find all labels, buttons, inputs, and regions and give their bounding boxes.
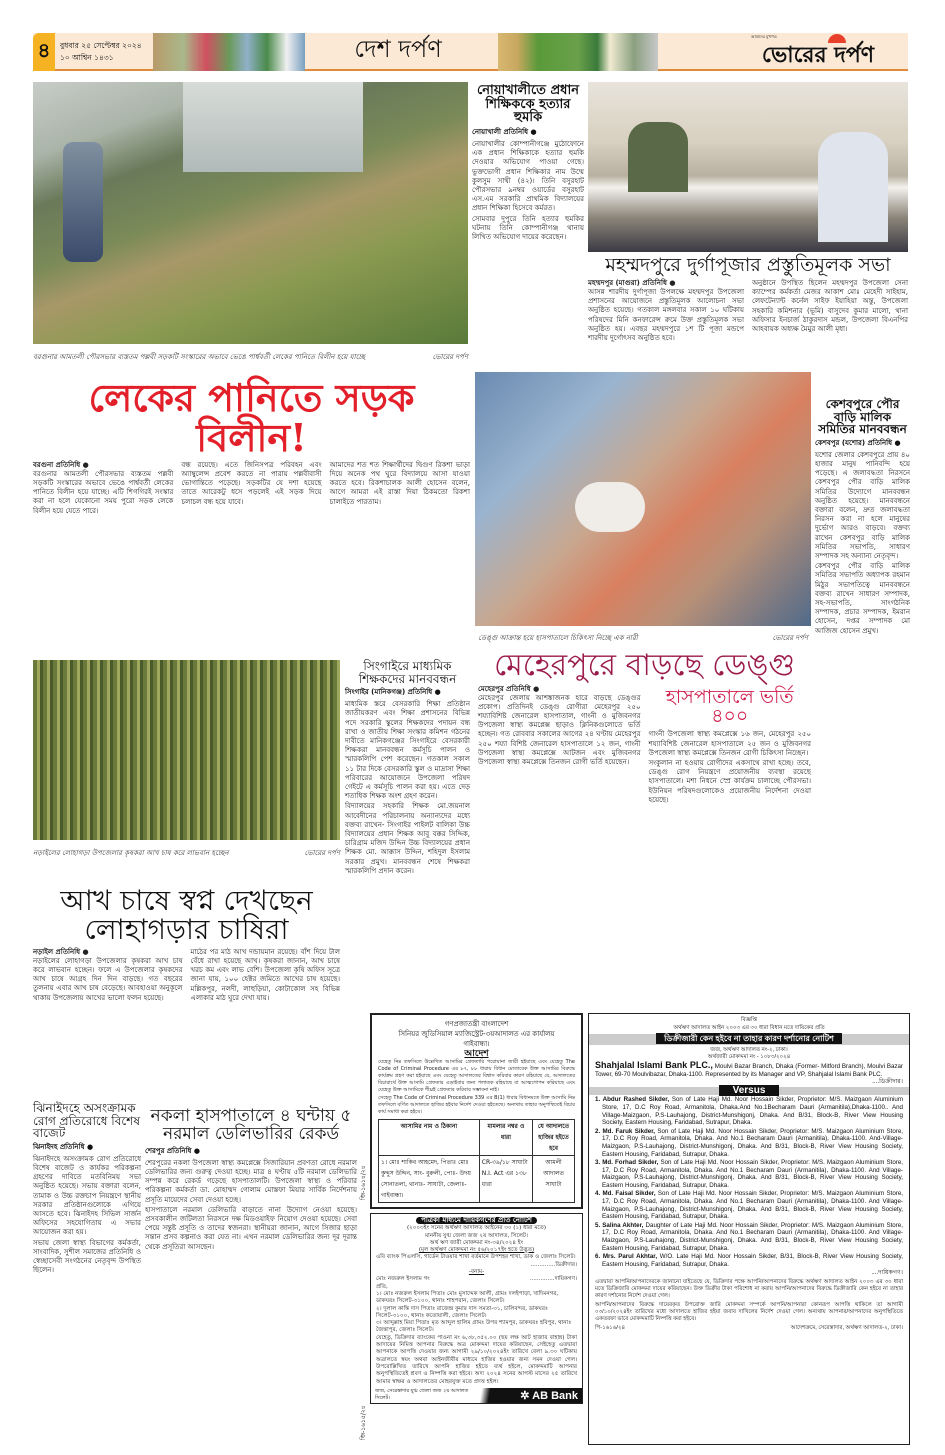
court-order-notice: গণপ্রজাতন্ত্রী বাংলাদেশ সিনিয়র জুডিসিয়াল ম্যাজিস্ট্রেট-৩য়আদালত এর কার্যালয় গাইবান্ধা। আদেশ যেহেতু নিম্ন তফসিলে উল্লেখিত আসামির গ্রেফতারি পরোয়ানা জারী হইয়াছে এবং যেহেতু The Code of Criminal Procedure এর ৮৭, ৮৮ ধারায় বিধান মোতাবেক উক্ত আসামির বিরুদ্ধে কার্যক্রম গ্রহণ করা হইয়াছে এবং যেহেতু আদালতের বিশ্বাস করিবার কারণ রহিয়াছে যে, আদালতের বিচারার্থে উক্ত আসামি গ্রেফতার এড়াইবার জন্য পলাতক রহিয়াছে বা আত্মগোপন করিয়াছে এবং যেহেতু উক্ত আসামিকে শীঘ্রই গ্রেফতার করিবার সম্ভাবনা নাই। সেহেতু The Code of Criminal Procedure 339 এর B(1) ধারার বিধানমতে উক্ত আসামি নিম্ন তফসিলে বর্ণিত আদালতে হাজির হইবার নির্দেশ দেওয়া হইতেছে। অন্যথায় তাহার অনুপস্থিতেই বিচার কার্য সমাধা করা হইবে। আসামির নাম ও ঠিকানা মামলার নম্বর ও ধারা যে আদালতে হাজির হইতে হবে ১। মোঃ শাকিব আহমেদ, পিতাঃ মোঃ কুদ্দুস উদ্দিন, সাং- বুরুলী, পোঃ- উদয় সোনাতলা, থানাঃ- সাঘাটা, জেলাঃ-গাইবান্ধা। CR-৩৯/১৮ সাঘাটা N.I. Act এর ১৩৮ ধারা আমলী আদালত সাঘাটা [370,1013,583,1209]
ad-code: জি-১৬১৫/২৪ [360,1405,367,1440]
lake-road-photo [33,82,468,344]
lake-article: লেকের পানিতে সড়ক বিলীন! বরগুনা প্রতিনিধি ● বরগুনার আমতলী পৌরসভার ব্যস্ততম পল্লবী সড়কটি সংস্কারের অভাবে ভেঙে পার্শ্ববর্তী লেকের পানিতে বিলীন হয়ে যাচ্ছে। এটি শিগগিরই সংস্কার করা না হলে যেকোনো সময় পুরো সড়ক লেকে বিলীন হয়ে যেতে পারে। বন্ধ রয়েছে। এতে জিনিসপত্র পরিবহন এবং অ্যাম্বুলেন্স প্রবেশ করতে না পারায় পল্লবীবাসী ভোগান্তিতে পড়েছে। সড়কটির যে দশা হয়েছে তাতে আরেকটু ধসে পড়লেই এই সড়ক দিয়ে চলাচল বন্ধ হয়ে যাবে। আমাদের শত শত শিক্ষার্থীদের দ্বিগুণ রিকশা ভাড়া দিয়ে অনেক পথ ঘুরে বিদ্যালয়ে আসা যাওয়া করতে হবে। রিকশাচালক আলী হোসেন বলেন, আগে আমরা এই রাস্তা দিয়া ঠিকমতো রিকশা চালাইতে পারতাম। [33,375,470,515]
sugarcane-headline: আখ চাষে স্বপ্ন দেখছেন লোহাগড়ার চাষিরা [60,884,313,947]
lake-water [183,82,363,172]
ab-bank-emblem-icon: ✲ [520,1389,533,1402]
notice-stack [370,1013,583,1404]
defendant-entry: 4. Md. Faisal Sikder, Son of Late Haji Md. Noor Hossain Sikder, Proprietor: M/S. Maizgaon Aluminium Store, 17, D.C Roy Road, Armanitola, Dhaka. And No.1 Becharam Dauri (Armanitila), Dhaka-1100. And Village-Maizgaon, P.S-Lauhajong, District-Munshigonj, Dhaka. And B/31, Block-B, River View Housing Society, Eastern Housing, Faridabad, Sutrapur, Dhaka. [595,1190,903,1221]
mohammadpur-article: মহম্মদপুরে দুর্গাপূজার প্রস্তুতিমূলক সভা মহম্মদপুর (মাগুরা) প্রতিনিধি ● আসন্ন শারদীয় দুর্গাপূজা উপলক্ষে মহম্মদপুর উপজেলা প্রশাসনের আয়োজনে প্রস্তুতিমূলক আলোচনা সভা অনুষ্ঠিত হয়েছে। গতকাল মঙ্গলবার সকাল ১০ ঘটিকায় পরিষদের মিনি কনফারেন্স রুমে উক্ত প্রস্তুতিমূলক সভা অনুষ্ঠিত হয়। এবছর মহম্মদপুরে ১শ টি পূজা মন্ডপে শারদীয় দুর্গোৎসব অনুষ্ঠিত হবে। অনুষ্ঠানে উপস্থিত ছিলেন মহম্মদপুর উপজেলা সেনা ক্যাম্পের কর্মকর্তা মেজর আকাশ মোঃ মেহেদী সাইহাম, লেফটেন্যান্ট কর্নেল সাইফ ইয়াহিয়া অন্তু, উপজেলা সহকারি কমিশনার (ভূমি) বাসুদেব কুমার মালো, থানা অফিসার ইনচার্জ ঠাকুরদাস মন্ডল, উপজেলা বিএনপির আহবায়ক অধ্যক্ষ মৈমুর আলী মৃধা। [588,254,908,342]
defendant-entry: 1. Abdur Rashed Sikder, Son of Late Haji Md. Noor Hossain Sikder, Proprietor: M/S. Maizgaon Aluminium Store, 17, D.C Roy Road, Armanitola, Dhaka.And No.1Becharam Dauri (Armanitila),Dhaka-1100.. And Village-Maizgaon, P.S-Lauhajong, District-Munshigonj, Dhaka. And B/31, Block-B, River View Housing Society, Eastern Housing, Faridabad, Sutrapur, Dhaka. [595,1096,903,1127]
defendant-entry: 3. Md. Forhad Sikder, Son of Late Haji Md. Noor Hossain Sikder, Proprietor: M/S. Maizgaon Aluminium Store, 17, D.C Roy Road, Armanitola, Dhaka. And No.1 Becharam Dauri (Armanitila), Dhaka-1100. And Village-Maizgaon, P.S-Lauhajong, District-Munshigonj, Dhaka. And B/31, Block-B, River View Housing Society, Eastern Housing, Faridabad, Sutrapur, Dhaka. [595,1159,903,1189]
sugarcane-photo [33,660,340,840]
patient-figure [575,482,645,532]
mohammadpur-headline: মহম্মদপুরে দুর্গাপূজার প্রস্তুতিমূলক সভা [605,254,891,276]
defendant-list [595,1096,903,1268]
meherpur-article: মেহেরপুরে বাড়ছে ডেঙ্গু মেহেরপুর প্রতিনিধি ● মেহেরপুর জেলায় আশঙ্কাজনক হারে বাড়ছে ডেঙ্গুর প্রকোপ। প্রতিদিনই ডেঙ্গু রোগীরা মেহেরপুর ২৫০ শয্যাবিশিষ্ট জেনারেল হাসপাতাল, গাংনী ও মুজিবনগর উপজেলা স্বাস্থ্য কমপ্লেক্স ছাড়াও ক্লিনিকগুলোতে ভর্তি হচ্ছেন। গত রোববার সকালের আগের ২৪ ঘণ্টায় মেহেরপুর ২৫০ শয্যা বিশিষ্ট জেনারেল হাসপাতালে ১২ জন, গাংনী উপজেলা স্বাস্থ্য কমপ্লেক্সে আটজন এবং মুজিবনগর উপজেলা স্বাস্থ্য কমপ্লেক্সে তিনজন রোগী ভর্তি হয়েছেন। হাসপাতালে ভর্তি ৪০০ গাংনী উপজেলা স্বাস্থ্য কমপ্লেক্সে ১৬ জন, মেহেরপুর ২৫০ শয্যাবিশিষ্ট জেনারেল হাসপাতালে ২৫ জন ও মুজিবনগর উপজেলা স্বাস্থ্য কমপ্লেক্সে তিনজন রোগী চিকিৎসা নিচ্ছেন। সংকুলান না হওয়ায় রোগীদের একসাথে রাখা হচ্ছে। তবে, ডেঙ্গু রোগ নিয়ন্ত্রণে প্রয়োজনীয় ব্যবস্থা রয়েছে হাসপাতালে। মশা নিধনে স্প্রে কার্যক্রম চালাচ্ছে পৌরসভা। ইউনিয়ন পরিষদগুলোকেও প্রয়োজনীয় নির্দেশনা দেওয়া হয়েছে। [478,648,811,804]
header-photo-strip-right [498,33,658,71]
noakhali-article: নোয়াখালীতে প্রধান শিক্ষিককে হত্যার হুমকি নোয়াখালী প্রতিনিধি ● নোয়াখালীর কোম্পানীগঞ্জে মুঠোফোনে এক প্রধান শিক্ষিকাকে হত্যার হুমকি দেওয়ার অভিযোগ পাওয়া গেছে। ভুক্তভোগী প্রধান শিক্ষিকার নাম উম্মে কুলসুম সাথী (৪২)। তিনি বসুরহাট পৌরসভার ৯নম্বর ওয়ার্ডের বসুরহাট এস.এম সরকারি প্রাথমিক বিদ্যালয়ের প্রধান শিক্ষিকা হিসেবে কর্মরত। সোমবার দুপুরে তিনি হত্যার হুমকির ঘটনায় তিনি কোম্পানীগঞ্জ থানায় লিখিত অভিযোগ দায়ের করেছেন। [472,83,584,241]
nokla-article: নকলা হাসপাতালে ৪ ঘন্টায় ৫ নরমাল ডেলিভারির রেকর্ড শেরপুর প্রতিনিধি ● শেরপুরের নকলা উপজেলা স্বাস্থ্য কমপ্লেক্সে সিজারিয়ান প্রবণতা রোধে নরমাল ডেলিভারির জন্য গুরুত্ব দেওয়া হচ্ছে। মাত্র ৪ ঘণ্টায় ৫টি নরমাল ডেলিভারি সম্পন্ন করে রেকর্ড গড়েছে হাসপাতালটি। উপজেলা স্বাস্থ্য ও পরিবার পরিকল্পনা কর্মকর্তা ডা. মোহাম্মদ গোলাম মোস্তফা মিয়ার সার্বিক নির্দেশনায় প্রসূতি মায়েদের সেবা দেওয়া হচ্ছে। হাসপাতালে নরমাল ডেলিভারি বাড়াতে নানা উদ্যোগ নেওয়া হয়েছে। প্রসবকালীন জটিলতা নিরসনে দক্ষ মিডওয়াইফ নিয়োগ দেওয়া হয়েছে। সেবা পেয়ে সন্তুষ্ট প্রসূতি ও তাদের স্বজনরা। স্থানীয়রা জানান, আগে সিজার ছাড়া সন্তান প্রসব কল্পনাও করা যেত না। এখন নরমাল ডেলিভারির জন্য দূর দূরান্ত থেকে প্রসূতিরা আসছেন। [145,1106,357,1251]
sugarcane-article: আখ চাষে স্বপ্ন দেখছেন লোহাগড়ার চাষিরা নড়াইল প্রতিনিধি ● নড়াইলের লোহাগড়া উপজেলার কৃষকরা আখ চাষ করে লাভবান হচ্ছেন। ফলে এ উপজেলার কৃষকদের আখ চাষে আগ্রহ দিন দিন বাড়ছে। গত বছরের তুলনায় এবার আখ চাষ বেড়েছে। আবহাওয়া অনুকূলে থাকায় উপজেলায় আখের ভালো ফলন হয়েছে। মাঠের পর মাঠ আখ দন্ডায়মান রয়েছে। বাঁশ দিয়ে টাল বেঁধে রাখা হয়েছে আখ। কৃষকরা জানান, আখ চাষে খরচ কম এবং লাভ বেশি। উপজেলা কৃষি অফিস সূত্রে জানা যায়, ১০০ হেক্টর জমিতে আখের চাষ হয়েছে। মল্লিকপুর, নলদী, লাহুড়িয়া, কোটাকোল সহ বিভিন্ন এলাকার মাঠ ঘুরে দেখা যায়। [33,884,340,1002]
newspaper-logo: আমাদের মুখপত্র ভোরের দর্পণ [751,34,875,68]
keshabpur-article: কেশবপুরে পৌর বাড়ি মালিক সমিতির মানববন্ধন কেশবপুর (যশোর) প্রতিনিধি ● যশোর জেলার কেশবপুরে প্রায় ৪০ হাজার মানুষ পানিবন্দি হয়ে পড়েছে। এ জলাবদ্ধতা নিরসনে কেশবপুর পৌর বাড়ি মালিক সমিতির উদ্যোগে মানববন্ধন অনুষ্ঠিত হয়েছে। মানববন্ধনে বক্তারা বলেন, দ্রুত জলাবদ্ধতা নিরসন করা না হলে মানুষের দুর্ভোগ আরও বাড়বে। বক্তব্য রাখেন কেশবপুর বাড়ি মালিক সমিতির সভাপতি, সাধারণ সম্পাদক সহ অন্যান্য নেতৃবৃন্দ। কেশবপুর পৌর বাড়ি মালিক সমিতির সভাপতি অধ্যাপক রহমান মিঠুর সভাপতিত্বে মানববন্ধনে বক্তব্য রাখেন সাধারণ সম্পাদক, সহ-সভাপতি, সাংগঠনিক সম্পাদক, প্রচার সম্পাদক, ইমরান হোসেন, দপ্তর সম্পাদক মো আজিজ হোসেন প্রমুখ। [815,397,910,635]
decree-show-cause-notice: বিজ্ঞপ্তি অর্থঋণ আদালত আইন ২০০৩ এর ৩০ ধারা বিধান মতে দায়িকের প্রতি ডিক্রীজারী কেন হইবে না তাহার কারণ দর্শানোর নোটিশ জজ, অর্থঋণ আদালত নং-২, ঢাকা। অর্থজারী মোকদ্দমা নং - ১০৮৩/২০২৪ Shahjalal Islami Bank PLC., Moulvi Bazar Branch, Dhaka (Former- Mitford Branch), Moulvi Bazar Tower, 69-70 Moulvibazar, Dhaka-1100. Represented by its Manager and VP, Shahjalal Islami Bank PLC. ....ডিক্রীদার। Versus 1. Abdur Rashed Sikder, Son of Late Haji Md. Noor Hossain Sikder, Proprietor: M/S. Maizgaon Aluminium Store, 17, D.C Roy Road, Armanitola, Dhaka.And No.1Becharam Dauri (Armanitila),Dhaka-1100.. And Village-Maizgaon, P.S-Lauhajong, District-Munshigonj, Dhaka. And B/31, Block-B, River View Housing Society, Eastern Housing, Faridabad, Sutrapur, Dhaka. 2. Md. Faruk Sikder, Son of Late Haji Md. Noor Hossain Sikder, Proprietor: M/S. Maizgaon Aluminium Store, 17, D.C Roy Road, Armanitola, Dhaka. And No.1 Becharam Dauri (Armanitila), Dhaka-1100. And-Village-Maizgaon, P.S-Lauhajong, District-Munshigonj, Dhaka. And B/31, Block-B, River View Housing Society, Eastern Housing, Faridabad, Sutrapur, Dhaka. 3. Md. Forhad Sikder, Son of Late Haji Md. Noor Hossain Sikder, Proprietor: M/S. Maizgaon Aluminium Store, 17, D.C Roy Road, Armanitola, Dhaka. And No.1 Becharam Dauri (Armanitila), Dhaka-1100. And Village-Maizgaon, P.S-Lauhajong, District-Munshigonj, Dhaka. And B/31, Block-B, River View Housing Society, Eastern Housing, Faridabad, Sutrapur, Dhaka. 4. Md. Faisal Sikder, Son of Late Haji Md. Noor Hossain Sikder, Proprietor: M/S. Maizgaon Aluminium Store, 17, D.C Roy Road, Armanitola, Dhaka. And No.1 Becharam Dauri (Armanitila), Dhaka-1100. And Village-Maizgaon, P.S-Lauhajong, District-Munshigonj, Dhaka. And B/31, Block-B, River View Housing Society, Eastern Housing, Faridabad, Sutrapur, Dhaka. 5. Salina Akhter, Daughter of Late Haji Md. Noor Hossain Sikder, Proprietor: M/S. Maizgaon Aluminium Store, 17, D.C Roy Road, Armanitola, Dhaka. And No.1 Becharam Dauri (Armanitila), Dhaka-1100. And Village-Maizgaon, P.S-Lauhajong, District-Munshigonj, Dhaka. And B/31, Block-B, River View Housing Society, Eastern Housing, Faridabad, Sutrapur, Dhaka. 6. Mrs. Parul Akhtar, W/O. Late Haji Md. Noor Hossain Sikder, B/31, Block-B, River View Housing Society, Eastern Housing, Faridabad, Sutrapur, Dhaka. ....দায়িকগণ। এতদ্বারা আপনি/আপনাদেরকে জানানো যাইতেছে যে, ডিক্রিদার পক্ষে আপনি/আপনাদের বিরুদ্ধে অর্থঋণ আদালত আইন ২০০৩ এর ৩০ ধারা মতে ডিক্রিজারি মোকদ্দমা দায়ের করিয়াছেন। উক্ত ডিক্রীর টাকা পরিশোধ না করায় আপনি/আপনাদের বিরুদ্ধে ডিক্রীজারি কেন হইবে না তাহার কারণ দর্শানোর নির্দেশ দেওয়া গেল। আপনি/আপনাদের বিরুদ্ধে দায়েরকৃত উপরোক্ত জারি মোকদ্দমা সম্পর্কে আপনি/আপনারা কোনরূপ আপত্তি থাকিলে তা আগামী ০৩/১০/২০২৪ইং তারিখের মধ্যে আদালতে হাজির হইয়া জবাব দাখিলের নির্দেশ দেওয়া গেল। অন্যথায় আপনার/আপনাদের অনুপস্থিতিতে একতরফা ভাবে মোকদ্দমাটি নিষ্পত্তি করা হইবে। পি-১৬১৬/২৪ আদেশক্রমে, সেরেস্তাদার, অর্থঋণ আদালত-২, ঢাকা। [588,1013,910,1445]
sugarcane-photo-caption: নড়াইলের লোহাগড়া উপজেলার কৃষকরা আখ চাষ করে লাভবান হচ্ছেন ভোরের দর্পণ [33,849,340,857]
defendant-entry: 5. Salina Akhter, Daughter of Late Haji Md. Noor Hossain Sikder, Proprietor: M/S. Maizgaon Aluminium Store, 17, D.C Roy Road, Armanitola, Dhaka. And No.1 Becharam Dauri (Armanitila), Dhaka-1100. And Village-Maizgaon, P.S-Lauhajong, District-Munshigonj, Dhaka. And B/31, Block-B, River View Housing Society, Eastern Housing, Faridabad, Sutrapur, Dhaka. [595,1221,903,1252]
date-line: বুধবার ২৫ সেপ্টেম্বর ২০২৪ ১০ আশ্বিন ১৪৩১ [60,41,142,62]
nokla-headline: নকলা হাসপাতালে ৪ ঘন্টায় ৫ নরমাল ডেলিভারির রেকর্ড [150,1106,352,1144]
person-figure [63,142,103,262]
meherpur-headline: মেহেরপুরে বাড়ছে ডেঙ্গু [493,648,796,683]
jhenaidah-article: ঝিনাইদহে অসংক্রামক রোগ প্রতিরোধে বিশেষ বাজেট ঝিনাইদহ প্রতিনিধি ● ঝিনাইদহে অসংক্রামক রোগ প্রতিরোধে বিশেষ বাজেট ও কার্যকর পরিকল্পনা গ্রহণের দাবিতে মতবিনিময় সভা অনুষ্ঠিত হয়েছে। সভায় বক্তারা বলেন, তামাক ও উচ্চ রক্তচাপ নিয়ন্ত্রণে স্থানীয় সরকার প্রতিষ্ঠানগুলোকে এগিয়ে আসতে হবে। ঝিনাইদহ সিভিল সার্জন অফিসের সহযোগিতায় এ সভার আয়োজন করা হয়। সভায় জেলা স্বাস্থ্য বিভাগের কর্মকর্তা, সাংবাদিক, সুশীল সমাজের প্রতিনিধি ও স্বেচ্ছাসেবী সংগঠনের নেতৃবৃন্দ উপস্থিত ছিলেন। [33,1101,141,1275]
defendant-entry: 2. Md. Faruk Sikder, Son of Late Haji Md. Noor Hossain Sikder, Proprietor: M/S. Maizgaon Aluminium Store, 17, D.C Roy Road, Armanitola, Dhaka. And No.1 Becharam Dauri (Armanitila), Dhaka-1100. And-Village-Maizgaon, P.S-Lauhajong, District-Munshigonj, Dhaka. And B/31, Block-B, River View Housing Society, Eastern Housing, Faridabad, Sutrapur, Dhaka. [595,1127,903,1158]
meeting-photo [588,82,908,252]
dengue-photo-caption: ডেঙ্গু আক্রান্ত হয়ে হাসপাতালে চিকিৎসা নিচ্ছে এক নারী ভোরের দর্পণ [478,634,808,642]
header-photo-strip-left [153,33,305,71]
page-number-badge: ৪ [33,33,55,71]
section-title: দেশ দর্পণ [354,35,442,63]
ab-bank-notice: পত্রিকা মাধ্যমে দায়িকগণের প্রতি নোটিশ (২০০৩ইং সনের অর্থঋণ আদালত আইনের ৩০ (১) ধারা মতে) মাননীয় যুগ্ম জেলা জজ ২য় আদালত, সিলেট। অর্থ ঋণ জারী মোকদ্দমা নং-৩৪/২০২৪ ইং (মূল অর্থঋণ মোকদ্দমা নং ৫৬/২০১৭ইং হতে উদ্ভূত) এবি ব্যাংক পিএলসি, গার্ডেন টাওয়ার শাখা বর্তমানে উপশহর শাখা, ডাক ও জেলাঃ সিলেট। ..............ডিক্রীদার। -বনাম- মোঃ নজরুল ইসলাম গং ..............দায়িকগণ। প্রতি, ১। মোঃ নজরুল ইসলাম পিতাঃ মোঃ মুসাদ্দেক আলী, গ্রামঃ দলইপাড়া, খাদিমনগর, ডাকঘরঃ সিলেট-৩১০০, থানাঃ শাহপরান, জেলাঃ সিলেট। ২। দুলাল কান্তি দাস পিতাঃ রাজেন্দ্র কুমার দাস সমতা-৩১, চালিবন্দর, ডাকঘরঃ সিলেট-৩১০০, থানাঃ কতোয়ালী, জেলাঃ সিলেট। ৩। আব্দুল্লাহ মিয়া পিতাঃ মৃত আব্দুল হালিম গ্রামঃ উপর শ্যামপুর, ডাকঘরঃ হবিপুর, থানাঃ জৈন্তাপুর, জেলাঃ সিলেট। যেহেতু, ডিক্রিদার ব্যাংকের পাওনা মং ৬,৩৮,৩৫২.০০ (ছয় লক্ষ আট হাজার বাহান্ন) টাকা আদায়ের নিমিত্ত আপনার বিরুদ্ধে অত্র মোকদ্দমা দায়ের করিয়াছেন, সেইহেতু এতদ্বারা আপনাকে আপত্তি দেওয়ার জন্য আগামী ২৯/১০/২০২৪ইং তারিখে বেলা ৯.৩০ ঘটিকায় অত্রালতে স্বয়ং অথবা আইনজীবীর মাধ্যমে হাজির হওয়ার জন্য সমন দেওয়া গেল। উপরোল্লিখিত তারিখে আপনি হাজির হইতে ব্যর্থ হইলে, মোকদ্দমাটি আপনার অনুপস্থিতিতেই শ্রবণ ও নিষ্পত্তি করা হইবে। অদ্য ২০২৪ সনের আগস্ট মাসের ২৫ তারিখে আমার স্বাক্ষর ও আদালতের মোহরযুক্ত মতে প্রদত্ত হইল। জজ, সেরেস্তাদার যুগ্ম জেলা জজ ২য় আদালত সিলেট। ✲ AB Bank [370,1213,583,1404]
jhenaidah-headline: ঝিনাইদহে অসংক্রামক রোগ প্রতিরোধে বিশেষ বাজেট [33,1101,140,1141]
soldier-figure [628,122,688,192]
accused-table: আসামির নাম ও ঠিকানা মামলার নম্বর ও ধারা যে আদালতে হাজির হইতে হবে ১। মোঃ শাকিব আহমেদ, পিতাঃ মোঃ কুদ্দুস উদ্দিন, সাং- বুরুলী, পোঃ- উদয় সোনাতলা, থানাঃ- সাঘাটা, জেলাঃ-গাইবান্ধা। CR-৩৯/১৮ সাঘাটা N.I. Act এর ১৩৮ ধারা আমলী আদালত সাঘাটা [378,1119,575,1203]
defendant-entry: 6. Mrs. Parul Akhtar, W/O. Late Haji Md. Noor Hossain Sikder, B/31, Block-B, River View Housing Society, Eastern Housing, Faridabad, Sutrapur, Dhaka. [595,1253,903,1268]
ab-bank-footer: জজ, সেরেস্তাদার যুগ্ম জেলা জজ ২য় আদালত সিলেট। ✲ AB Bank [371,1388,582,1403]
lake-photo-caption: বরগুনার আমতলী পৌরসভার ব্যস্ততম পল্লবী সড়কটি সংস্কারের অভাবে ভেঙে পার্শ্ববর্তী লেকের পানিতে বিলীন হয়ে যাচ্ছে ভোরের দর্পণ [33,353,468,361]
lake-headline: লেকের পানিতে সড়ক বিলীন! [88,375,415,460]
singair-headline: সিংগাইরে মাধ্যমিক শিক্ষকদের মানববন্ধন [358,659,457,686]
dengue-patient-photo [475,372,811,626]
meherpur-subheadline: হাসপাতালে ভর্তি ৪০০ [665,685,794,728]
official-figure [818,132,888,242]
noakhali-headline: নোয়াখালীতে প্রধান শিক্ষিককে হত্যার হুমকি [477,83,579,126]
keshabpur-headline: কেশবপুরে পৌর বাড়ি মালিক সমিতির মানববন্ধন [818,397,907,437]
singair-article: সিংগাইরে মাধ্যমিক শিক্ষকদের মানববন্ধন সিংগাইর (মানিকগঞ্জ) প্রতিনিধি ● মাধ্যমিক স্তরে বেসরকারি শিক্ষা প্রতিষ্ঠান জাতীয়করণ এবং শিক্ষা প্রশাসনের বিভিন্ন পদে সরকারি স্কুলের শিক্ষকদের পদায়ন বন্ধ রাখা ও জাতীয় শিক্ষা সংস্কার কমিশন গঠনের দাবীতে মানিকগঞ্জের সিংগাইরে বেসরকারী শিক্ষকরা মানববন্ধন কর্মসূচি পালন ও স্মারকলিপি পেশ করেছেন। গতকাল সকাল ১১ টার দিকে বেসরকারি স্কুল ও মাদ্রাসা শিক্ষা পরিবারের আয়োজনে উপজেলা পরিষদ গেইটে এ কর্মসূচি পালন করা হয়। এতে দেড় শতাধিক শিক্ষক অংশ গ্রহণ করেন। বিদ্যালয়ের সহকারি শিক্ষক মো.জয়নাল আবেদীনের পরিচালনায় অন্যান্যদের মধ্যে বক্তব্য রাখেন- সিংগাইর পাইলট বালিকা উচ্চ বিদ্যালয়ের প্রধান শিক্ষক আবু বক্কর সিদ্দিক, চারিগ্রাম মজিদ উদ্দিন উচ্চ বিদ্যালয়ের প্রধান শিক্ষক মো. আক্কাস উদ্দিন, শহিদুল ইসলাম সরকার প্রমুখ। মানববন্ধন শেষে শিক্ষকরা স্মারকলিপি প্রদান করেন। [345,659,470,875]
ad-code: জি-১৬১৪/২৪ [360,1165,367,1200]
ab-bank-logo: ✲ AB Bank [520,1389,578,1402]
masthead-bar [33,33,908,71]
